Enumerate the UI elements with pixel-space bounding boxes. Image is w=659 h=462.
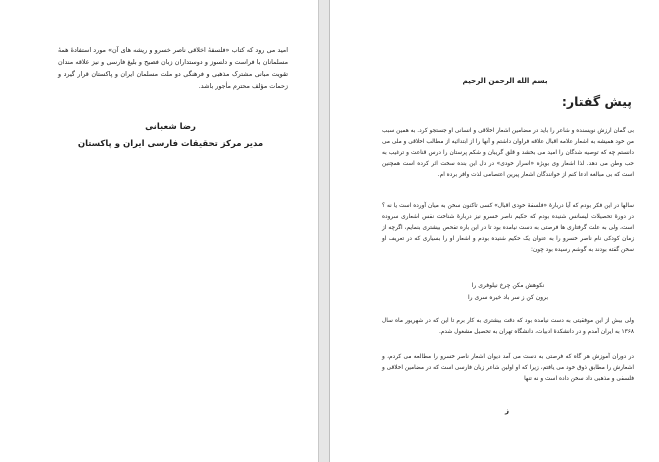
preface-paragraph-1: بی گمان ارزش نویسنده و شاعر را باید در مضامین اشعار اخلاقی و انسانی او جستجو کرد. به همین سبب من خود همیشه به اشعار علامه اقبال علاقه فراوان داشتم و آنها را از ابتدائیه از مطالب اخلاقی و ملی می دانستم چه که توصیه شدگان را امید می بخشد و قلق گریبان و شکم پرستان را درس قناعت و ترغیب به حب وطن می دهد. لذا اشعار وی بویژه «اسرار خودی» در دل این بنده سخت اثر کرده است همچنین است که بی مبالغه ادعا کنم از خوانندگان اشعار پیرین اعتصامی لذت وافر برده ام. <box>382 128 634 178</box>
preface-paragraph-3: ولی بیش از این موفقیتی به دست نیامده بود که دقت بیشتری به کار برم تا این که در شهریور ماه سال ۱۳۶۸ به ایران آمدم و در دانشکدهٔ ادبیات، دانشگاه تهران به تحصیل مشغول شدم. <box>382 318 634 335</box>
preface-paragraph-4: در دوران آموزش هر گاه که فرصتی به دست می آمد دیوان اشعار ناصر خسرو را مطالعه می کردم، و اشعارش را مطابق ذوق خود می یافتم، زیرا که او اولین شاعر زبان فارسی است که در مضامین اخلاقی و فلسفی و مذهبی داد سخن داده است و نه تنها <box>382 354 634 382</box>
poem-line-1: نکوهش مکن چرخ نیلوفری را <box>471 282 545 289</box>
page-number: ز <box>505 407 510 415</box>
page-divider <box>318 0 330 462</box>
left-page <box>0 0 318 462</box>
right-page <box>330 0 659 462</box>
page-heading: پیش گفتار: <box>561 94 632 109</box>
bismillah: بسم الله الرحمن الرحیم <box>462 76 548 85</box>
left-page-paragraph: امید می رود که کتاب «فلسفهٔ اخلاقی ناصر خسرو و ریشه های آن» مورد استفادهٔ همهٔ مسلمانان با فراست و دلسوز و دوستداران زبان فصیح و بلیغ فارسی و نیز علاقه مندان تقویت مبانی مشترک مذهبی و فرهنگی دو ملت مسلمان ایران و پاکستان قرار گیرد و زحمات مؤلف محترم مأجور باشد. <box>58 46 288 90</box>
signature-name: رضا شعبانی <box>145 122 196 132</box>
signature-title: مدیر مرکز تحقیقات فارسی ایران و پاکستان <box>77 139 264 149</box>
poem-line-2: برون کن ز سر باد خیره سری را <box>467 294 549 301</box>
preface-paragraph-2: سالها در این فکر بودم که آیا دربارهٔ «فلسفهٔ خودی اقبال» کسی تاکنون سخن به میان آورده است یا نه ؟ در دورهٔ تحصیلات لیسانس شنیده بودم که حکیم ناصر خسرو نیز دربارهٔ شناخت نفس اشعاری سروده است، ولی به علت گرفتاری ها فرصتی به دست نیامده بود تا در این باره تفحص بیشتری بنمایم، اگرچه از زمان کودکی نام ناصر خسرو را به عنوان یک حکیم شنیده بودم و اشعار او را بسیاری که در تعریف او سخن گفته بودند به گوشم رسیده بود چون: <box>382 203 634 253</box>
